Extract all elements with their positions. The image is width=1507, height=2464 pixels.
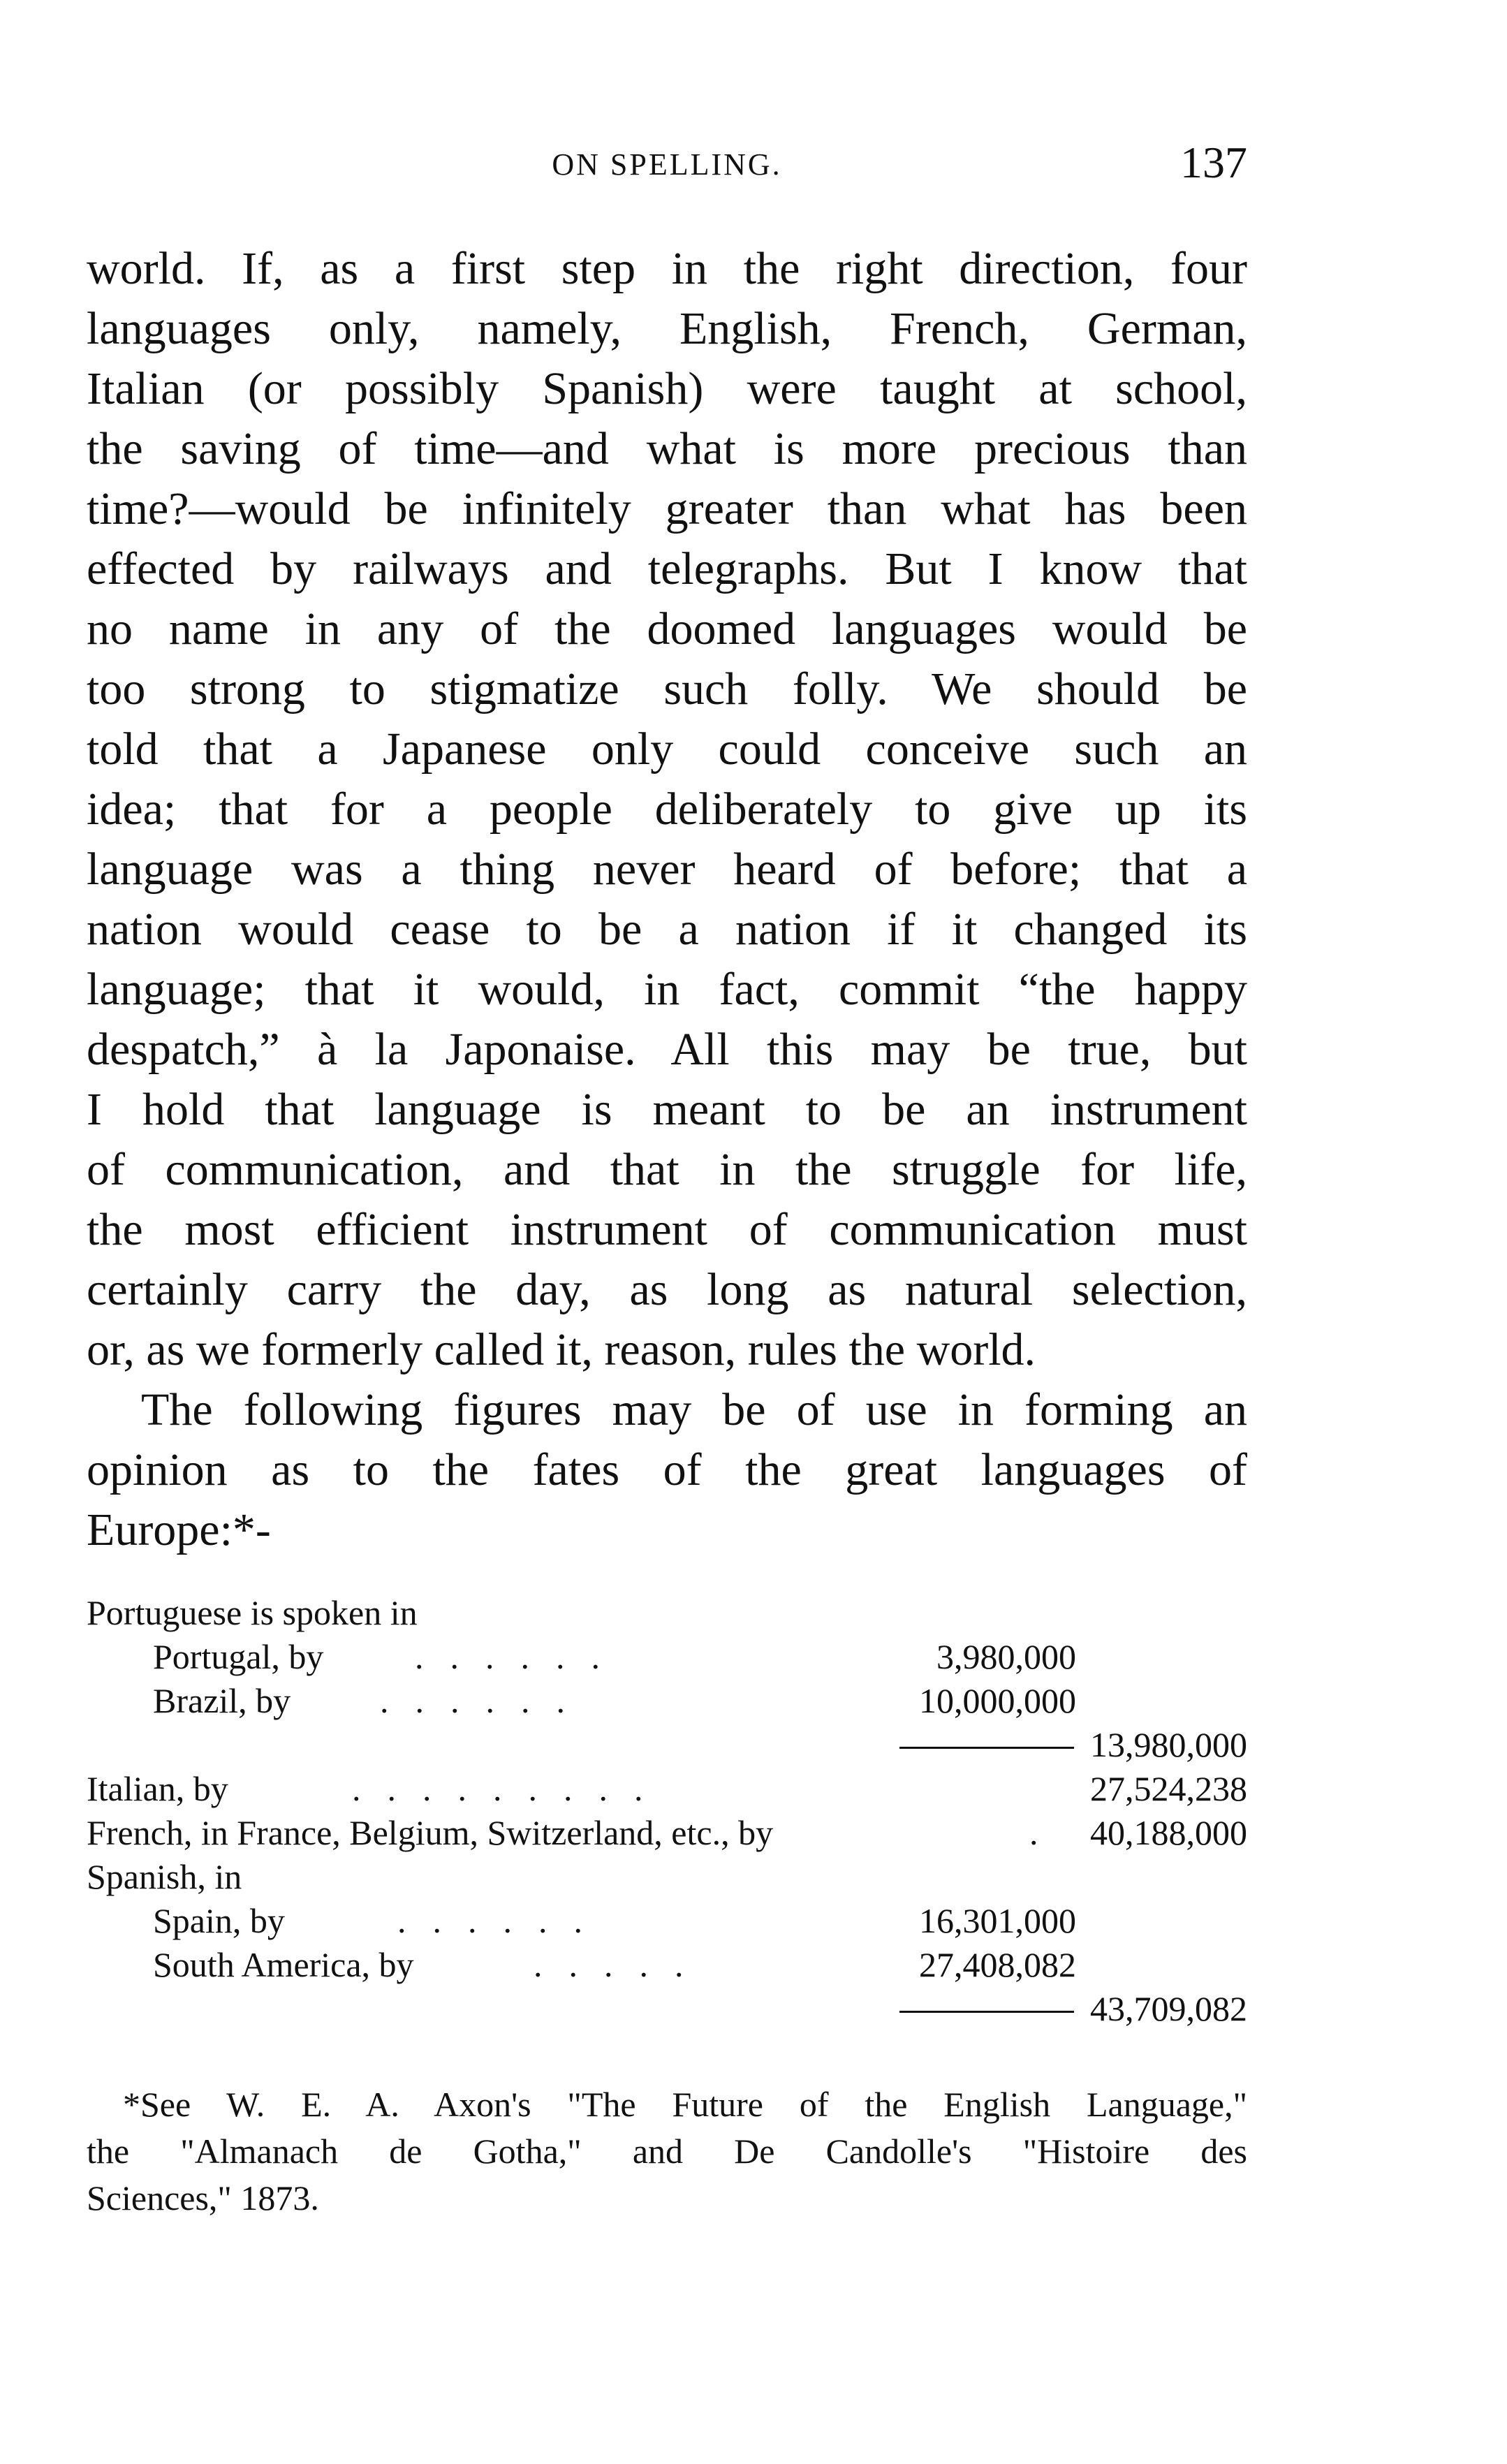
text-line: nation would cease to be a nation if it changed its [87,904,1247,955]
sum-rule [899,1747,1074,1749]
table-row [87,1943,1247,1987]
sum-rule [899,2011,1074,2013]
table-row [87,1679,1247,1723]
text-line: language; that it would, in fact, commit “the happy [87,964,1247,1015]
row-value: 3,980,000 [936,1637,1076,1676]
row-value: 27,524,238 [1090,1769,1247,1808]
text-line: effected by railways and telegraphs. But I know that [87,543,1247,594]
text-line: certainly carry the day, as long as natural selection, [87,1264,1247,1315]
row-label: Portuguese is spoken in [87,1593,418,1632]
table-row [87,1635,1247,1679]
leader-dots: . [1029,1813,1065,1852]
text-line: the most efficient instrument of communication must [87,1204,1247,1255]
text-line: world. If, as a first step in the right direction, four [87,243,1247,294]
text-line: no name in any of the doomed languages would be [87,603,1247,654]
row-label: Portugal, by [153,1637,324,1676]
text-line: despatch,” à la Japonaise. All this may be true, but [87,1024,1247,1075]
table-row [87,1855,1247,1899]
page-number: 137 [1180,138,1247,187]
text-line: idea; that for a people deliberately to give up its [87,784,1247,835]
table-row [87,1811,1247,1855]
text-line: the saving of time—and what is more precious than [87,423,1247,474]
row-value: 16,301,000 [919,1901,1076,1940]
leader-dots: ..... [534,1945,710,1984]
footnote-line: the "Almanach de Gotha," and De Candolle's "Histoire des [87,2132,1247,2171]
text-line: I hold that language is meant to be an instrument [87,1084,1247,1135]
table-row [87,1591,1247,1635]
leader-dots: ...... [415,1637,626,1676]
population-table [87,1591,1247,2031]
running-title: ON SPELLING. [552,147,782,182]
row-label: Spain, by [153,1901,285,1940]
row-label: South America, by [153,1945,414,1984]
leader-dots: ......... [352,1769,670,1808]
table-row [87,1899,1247,1943]
footnote [87,2081,1247,2222]
row-value: 40,188,000 [1090,1813,1247,1852]
text-line: told that a Japanese only could conceive such an [87,724,1247,775]
text-line: language was a thing never heard of before; that a [87,844,1247,895]
text-line: time?—would be infinitely greater than what has been [87,483,1247,534]
page-header [87,137,1247,193]
row-label: Spanish, in [87,1857,242,1896]
leader-dots: ...... [397,1901,609,1940]
text-line: languages only, namely, English, French, German, [87,303,1247,354]
footnote-line: Sciences," 1873. [87,2178,319,2217]
footnote-line: *See W. E. A. Axon's "The Future of the English Language," [123,2085,1247,2124]
row-label: French, in France, Belgium, Switzerland, etc., by [87,1813,774,1852]
row-label: Italian, by [87,1769,228,1808]
row-value: 27,408,082 [919,1945,1076,1984]
row-total: 43,709,082 [1090,1989,1247,2028]
row-label: Brazil, by [153,1681,291,1720]
table-row [87,1767,1247,1811]
text-line: The following figures may be of use in forming an [141,1384,1247,1435]
text-line: or, as we formerly called it, reason, rules the world. [87,1324,1036,1375]
text-line: Italian (or possibly Spanish) were taught at school, [87,363,1247,414]
text-line: opinion as to the fates of the great languages of [87,1444,1247,1495]
text-line: too strong to stigmatize such folly. We should be [87,663,1247,714]
table-row [87,1987,1247,2031]
text-line: of communication, and that in the struggle for life, [87,1144,1247,1195]
row-value: 10,000,000 [919,1681,1076,1720]
leader-dots: ...... [380,1681,591,1720]
body-text [87,239,1247,1560]
row-total: 13,980,000 [1090,1725,1247,1764]
text-line: Europe:*- [87,1504,271,1555]
table-row [87,1723,1247,1767]
